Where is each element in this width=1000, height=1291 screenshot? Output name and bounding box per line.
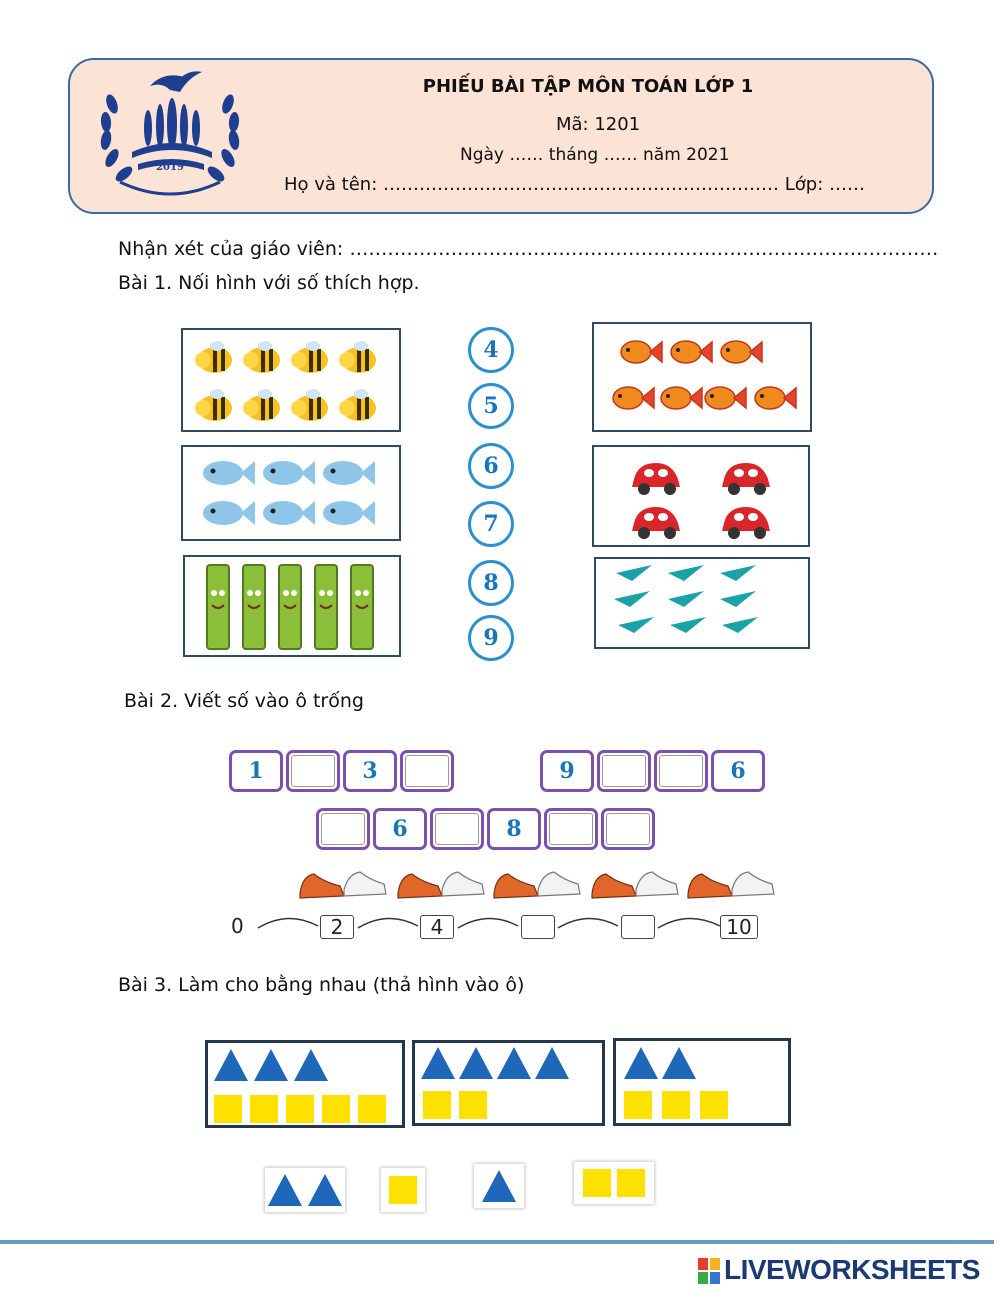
- seq-input-field[interactable]: [549, 813, 593, 845]
- seq-value: 9: [559, 758, 575, 784]
- triangle-icon: [254, 1049, 288, 1081]
- student-name-line: Họ và tên: ………………………………………………………… Lớp: ……: [284, 174, 865, 195]
- seq-input[interactable]: [654, 750, 708, 792]
- liveworksheets-logo-icon: [698, 1258, 720, 1284]
- triangle-icon: [624, 1047, 658, 1079]
- logo-year: 2019: [156, 162, 184, 173]
- square-icon: [286, 1095, 314, 1123]
- square-icon: [700, 1091, 728, 1119]
- worksheet-date: Ngày …… tháng …… năm 2021: [460, 145, 730, 165]
- draggable-two-squares[interactable]: [574, 1162, 654, 1204]
- seq-input[interactable]: [597, 750, 651, 792]
- teacher-comment: Nhận xét của giáo viên: …………………………………………………………………………………: [118, 238, 939, 260]
- seq-input[interactable]: [400, 750, 454, 792]
- car-icon: [594, 447, 808, 545]
- shape-box-1[interactable]: [205, 1040, 405, 1128]
- triangle-icon: [214, 1049, 248, 1081]
- seq-box-8: [487, 808, 541, 850]
- shoes-icon: [292, 862, 782, 902]
- seq-input-field[interactable]: [435, 813, 479, 845]
- number-circle-5[interactable]: 5: [468, 383, 514, 429]
- shape-box-3[interactable]: [613, 1038, 791, 1126]
- seq-input[interactable]: [544, 808, 598, 850]
- ruler-group[interactable]: [183, 555, 401, 657]
- number-circle-8[interactable]: 8: [468, 560, 514, 606]
- ruler-icon: [185, 557, 399, 655]
- triangle-icon: [421, 1047, 455, 1079]
- seq-input[interactable]: [286, 750, 340, 792]
- square-icon: [358, 1095, 386, 1123]
- triangle-icon: [308, 1174, 342, 1206]
- blue-fish-group[interactable]: [181, 445, 401, 541]
- draggable-two-triangles[interactable]: [265, 1168, 345, 1212]
- triangle-icon: [497, 1047, 531, 1079]
- number-line-input[interactable]: [521, 915, 555, 939]
- bees-group[interactable]: [181, 328, 401, 432]
- seq-input[interactable]: [316, 808, 370, 850]
- squares-row: [214, 1095, 386, 1123]
- square-icon: [214, 1095, 242, 1123]
- exercise1-title: Bài 1. Nối hình với số thích hợp.: [118, 272, 420, 294]
- square-icon: [250, 1095, 278, 1123]
- seq-box-3: [343, 750, 397, 792]
- square-icon: [583, 1169, 611, 1197]
- seq-box-9: [540, 750, 594, 792]
- seq-input-field[interactable]: [321, 813, 365, 845]
- number-circle-7[interactable]: 7: [468, 501, 514, 547]
- seq-box-1: [229, 750, 283, 792]
- number-line-arrows: [230, 902, 770, 942]
- triangle-icon: [662, 1047, 696, 1079]
- draggable-one-square[interactable]: [381, 1168, 425, 1212]
- number-line-box-2: 2: [320, 915, 354, 939]
- triangles-row: [214, 1049, 328, 1081]
- seq-input-field[interactable]: [405, 755, 449, 787]
- triangles-row: [624, 1047, 696, 1079]
- footer-divider: [0, 1240, 994, 1244]
- exercise2-title: Bài 2. Viết số vào ô trống: [124, 690, 364, 712]
- square-icon: [459, 1091, 487, 1119]
- seq-value: 1: [248, 758, 264, 784]
- number-circle-6[interactable]: 6: [468, 443, 514, 489]
- triangle-icon: [535, 1047, 569, 1079]
- triangle-icon: [268, 1174, 302, 1206]
- square-icon: [322, 1095, 350, 1123]
- number-line-box-4: 4: [420, 915, 454, 939]
- orange-fish-group[interactable]: [592, 322, 812, 432]
- number-line-input[interactable]: [621, 915, 655, 939]
- bees-icon: [183, 330, 399, 430]
- orange-fish-icon: [594, 324, 810, 430]
- paper-plane-group[interactable]: [594, 557, 810, 649]
- draggable-one-triangle[interactable]: [474, 1164, 524, 1208]
- seq-box-6: [711, 750, 765, 792]
- seq-box-6b: [373, 808, 427, 850]
- liveworksheets-brand[interactable]: LIVEWORKSHEETS: [724, 1254, 980, 1285]
- square-icon: [662, 1091, 690, 1119]
- seq-input[interactable]: [601, 808, 655, 850]
- seq-input-field[interactable]: [291, 755, 335, 787]
- squares-row: [423, 1091, 487, 1119]
- seq-input-field[interactable]: [659, 755, 703, 787]
- car-group[interactable]: [592, 445, 810, 547]
- square-icon: [389, 1176, 417, 1204]
- triangles-row: [421, 1047, 569, 1079]
- blue-fish-icon: [183, 447, 399, 539]
- number-line-start: 0: [231, 914, 244, 938]
- exercise3-title: Bài 3. Làm cho bằng nhau (thả hình vào ô): [118, 974, 525, 996]
- triangle-icon: [459, 1047, 493, 1079]
- seq-value: 8: [506, 816, 522, 842]
- number-circle-9[interactable]: 9: [468, 615, 514, 661]
- seq-value: 3: [362, 758, 378, 784]
- seq-input-field[interactable]: [602, 755, 646, 787]
- triangle-icon: [482, 1170, 516, 1202]
- worksheet-code: Mã: 1201: [556, 114, 641, 135]
- seq-value: 6: [392, 816, 408, 842]
- seq-input-field[interactable]: [606, 813, 650, 845]
- squares-row: [624, 1091, 728, 1119]
- paper-plane-icon: [596, 559, 808, 647]
- square-icon: [617, 1169, 645, 1197]
- seq-input[interactable]: [430, 808, 484, 850]
- square-icon: [624, 1091, 652, 1119]
- triangle-icon: [294, 1049, 328, 1081]
- number-line-box-10: 10: [720, 915, 758, 939]
- seq-value: 6: [730, 758, 746, 784]
- number-circle-4[interactable]: 4: [468, 327, 514, 373]
- worksheet-title: PHIẾU BÀI TẬP MÔN TOÁN LỚP 1: [422, 76, 754, 97]
- square-icon: [423, 1091, 451, 1119]
- shape-box-2[interactable]: [412, 1040, 605, 1126]
